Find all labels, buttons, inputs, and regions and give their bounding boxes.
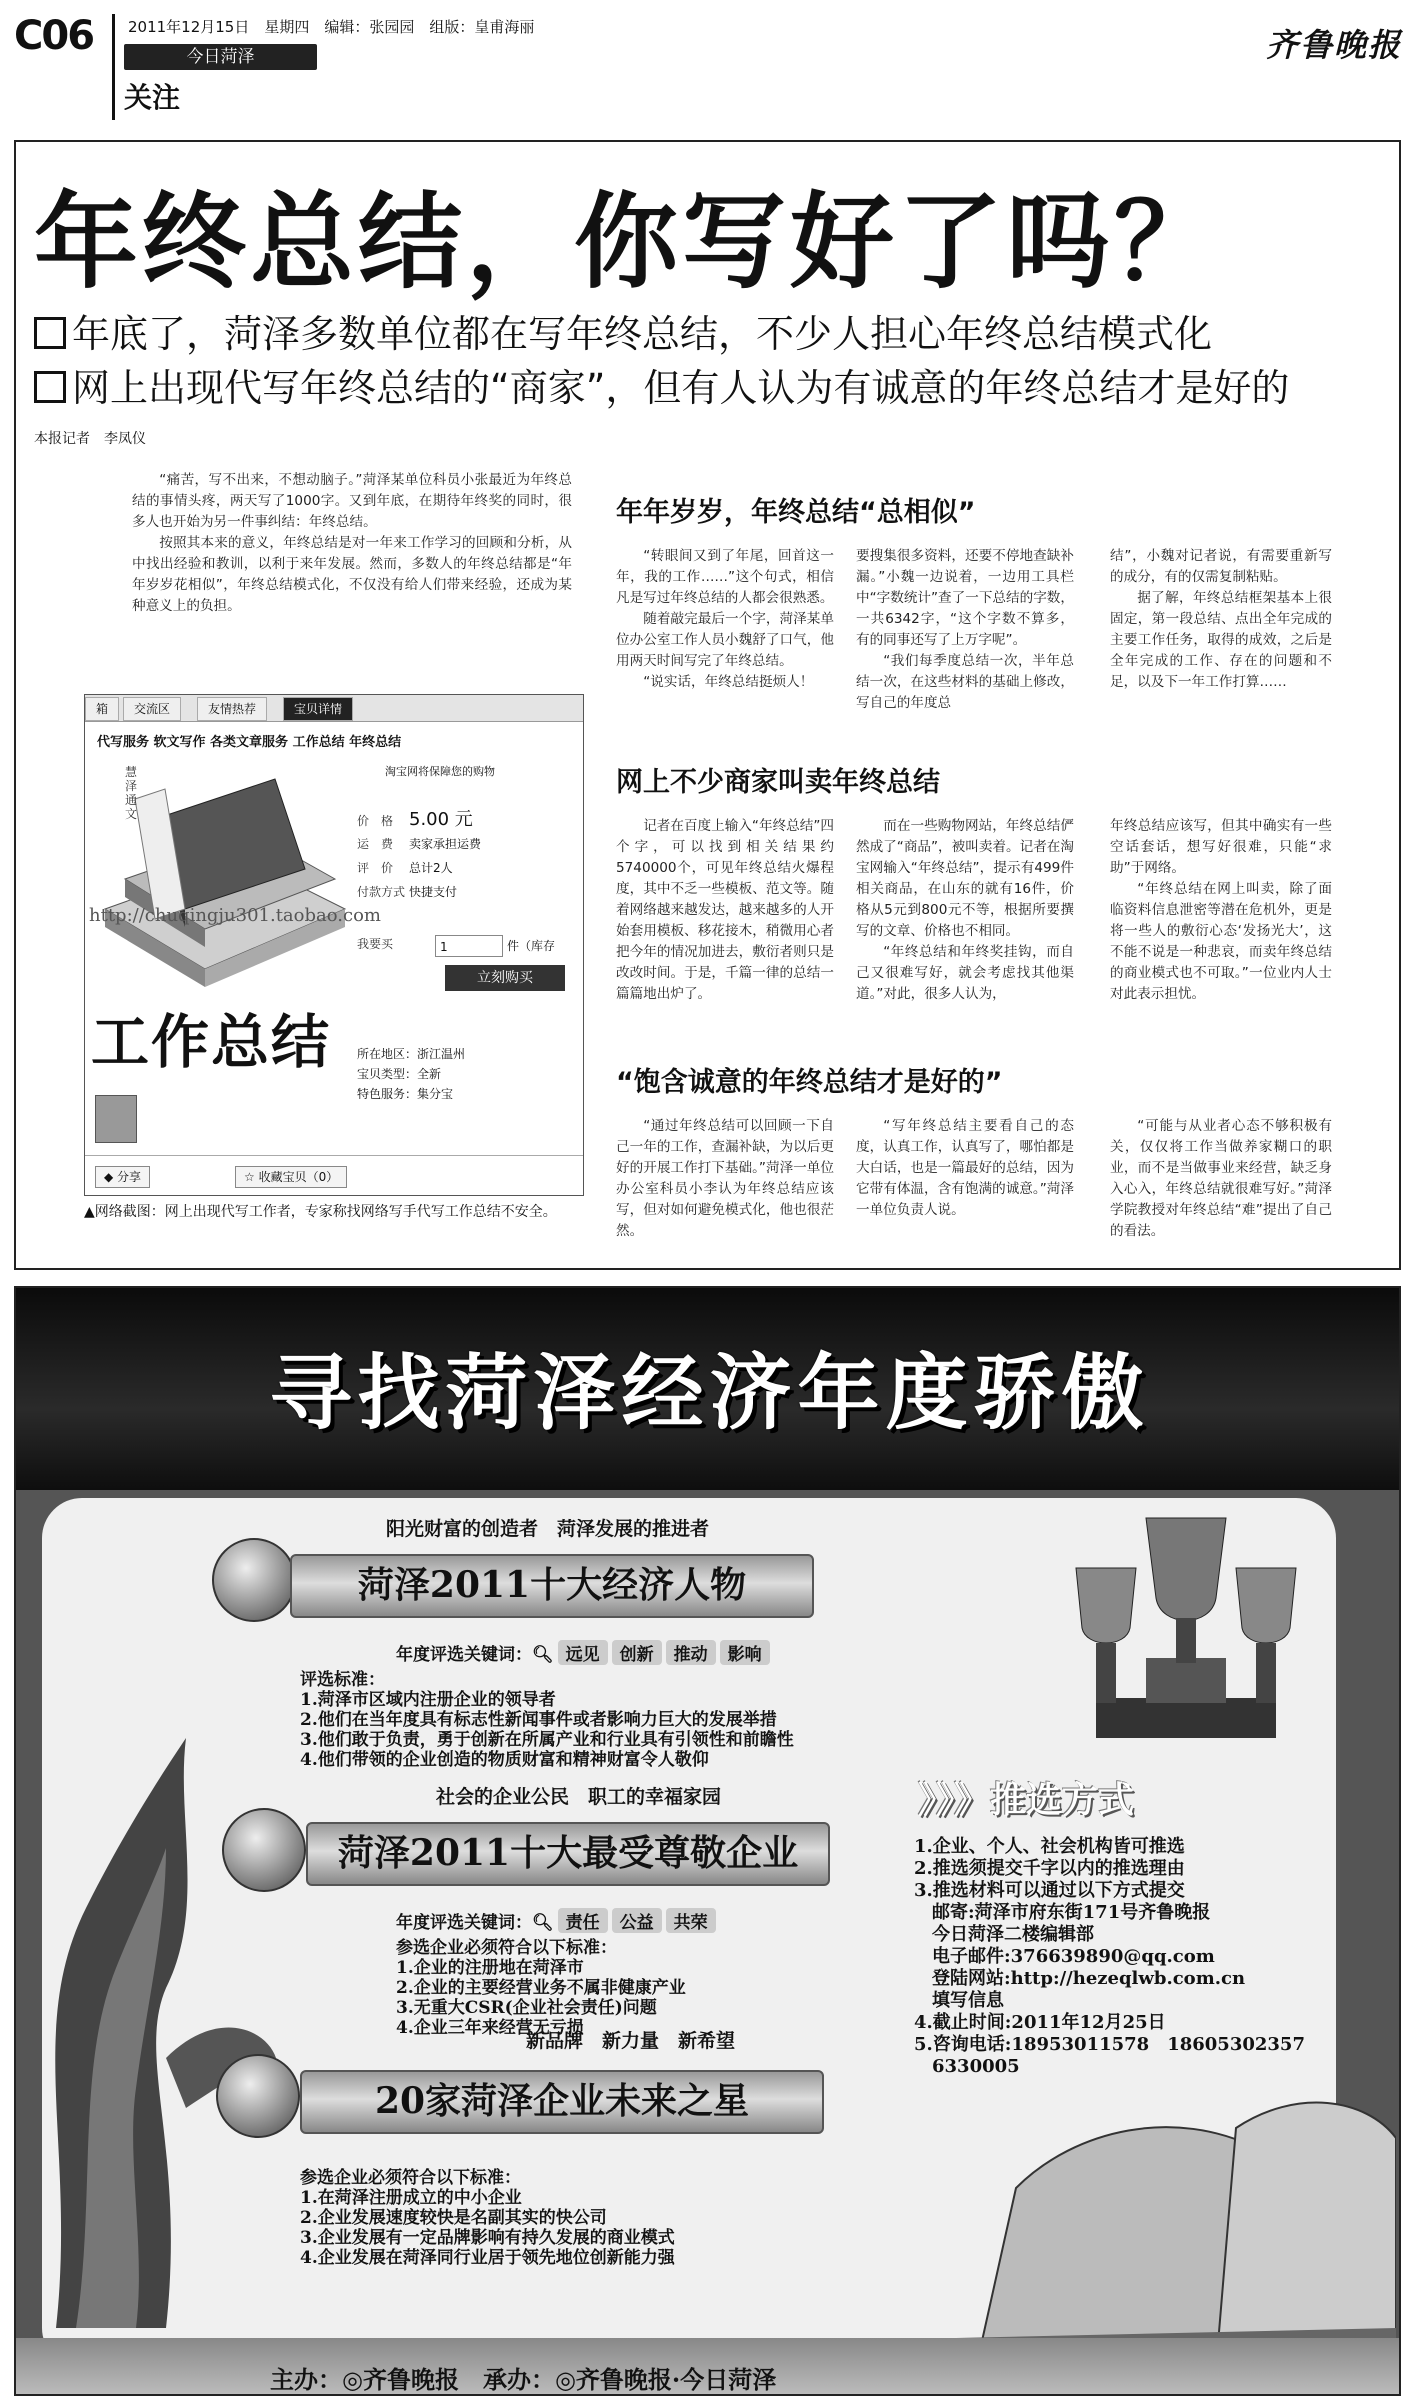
- price-value: 5.00 元: [409, 809, 473, 830]
- medal-icon: [216, 2054, 300, 2138]
- rating-row: 评 价 总计2人: [357, 861, 453, 875]
- trophy-icon: [1056, 1508, 1316, 1748]
- tab-1[interactable]: 箱: [85, 697, 119, 721]
- screenshot-footer: [85, 1155, 583, 1194]
- section2-col1: 记者在百度上输入“年终总结”四个字，可以找到相关结果约5740000个，可见年终总结火爆程度，其中不乏一些模板、范文等。随着网络越来越发达，越来越多的人开始套用模板、移花接木，稍微用心者把今年的情况加进去，敷衍者则只是改改时间。于是，千篇一律的总结一篇篇地出炉了。: [616, 818, 834, 1002]
- column-title: 关注: [124, 81, 181, 114]
- ad-title: 寻找菏泽经济年度骄傲: [269, 1345, 1150, 1441]
- search-icon: 🔍︎: [532, 1913, 554, 1933]
- subhead-text: 网上出现代写年终总结的“商家”，但有人认为有诚意的年终总结才是好的: [72, 366, 1290, 410]
- section1-col2: 要搜集很多资料，还要不停地查缺补漏。”小魏一边说着，一边用工具栏中“字数统计”查了一下总结的字数，一共6342字，“这个字数不算多，有的同事还写了上万字呢”。 “我们每季度总结一次，半年总结一次，在这些材料的基础上修改，写自己的年度总: [856, 548, 1074, 711]
- method-list: 1.企业、个人、社会机构皆可推选 2.推选须提交千字以内的推选理由 3.推选材料可以通过以下方式提交 邮寄:菏泽市府东街171号齐鲁晚报 今日菏泽二楼编辑部 电子邮件:376639890@qq.com 登陆网站:http://hezeqlwb.com.cn 填写信息 4.截止时间:2011年12月25日 5.咨询电话:18953011578 18605302357 6330005: [914, 1836, 1305, 2077]
- section-title-3: “饱含诚意的年终总结才是好的”: [616, 1067, 1003, 1098]
- section1-col1: “转眼间又到了年尾，回首这一年，我的工作……”这个句式，相信凡是写过年终总结的人都会很熟悉。 随着敲完最后一个字，菏泽某单位办公室工作人员小魏舒了口气，他用两天时间写完了年终总结。 “说实话，年终总结挺烦人！: [616, 548, 834, 690]
- book-spine-text: 慧泽通文: [125, 765, 138, 821]
- section2-col3: 年终总结应该写，但其中确实有一些空话套话，想写好很难，只能“求助”于网络。 “年终总结在网上叫卖，除了面临资料信息泄密等潜在危机外，更是将一些人的敷衍心态‘发扬光大’，这不能不说是一种悲哀，而卖年终总结的商业模式也不可取。”一位业内人士对此表示担忧。: [1110, 818, 1332, 1002]
- tab-bar: [85, 695, 583, 722]
- watermark-url: http://chuqingju301.taobao.com: [89, 905, 381, 926]
- subhead-text: 年底了，菏泽多数单位都在写年终总结，不少人担心年终总结模式化: [72, 312, 1213, 356]
- section2-col2: 而在一些购物网站，年终总结俨然成了“商品”，被叫卖着。记者在淘宝网输入“年终总结”，提示有499件相关商品，在山东的就有16件，价格从5元到800元不等，根据所要撰写的文章、价格也不相同。 “年终总结和年终奖挂钩，而自己又很难写好，就会考虑找其他渠道。”对此，很多人认为，: [856, 818, 1074, 1002]
- block3-tag: 新品牌 新力量 新希望: [526, 2030, 736, 2052]
- tab-exchange[interactable]: 交流区: [123, 697, 181, 721]
- tab-details[interactable]: 宝贝详情: [283, 697, 353, 721]
- section1-col3: 结”，小魏对记者说，有需要重新写的成分，有的仅需复制粘贴。 据了解，年终总结框架基本上很固定，第一段总结、点出全年完成的主要工作任务，取得的成效，之后是全年完成的工作、存在的问题和不足，以及下一年工作打算……: [1110, 548, 1332, 690]
- newspaper-logo: 齐鲁晚报: [1266, 26, 1403, 64]
- location-row: 所在地区：浙江温州: [357, 1047, 466, 1061]
- buy-now-button[interactable]: 立刻购买: [445, 965, 565, 991]
- price-row: 价 格 5.00 元: [357, 809, 473, 830]
- section3-col3: “可能与从业者心态不够积极有关，仅仅将工作当做养家糊口的职业，而不是当做事业来经营，缺乏身入心入，年终总结就很难写好。”菏泽学院教授对年终总结“难”提出了自己的看法。: [1110, 1118, 1332, 1239]
- method-title: 》》》推选方式: [918, 1780, 1135, 1821]
- block3-criteria: 参选企业必须符合以下标准： 1.在菏泽注册成立的中小企业 2.企业发展速度较快是名副其实的快公司 3.企业发展有一定品牌影响有持久发展的商业模式 4.企业发展在菏泽同行业居于领先地位创新能力强: [300, 2168, 675, 2268]
- favorite-button[interactable]: ☆ 收藏宝贝（0）: [235, 1166, 347, 1188]
- quantity-input[interactable]: 1: [435, 935, 503, 957]
- star-icon: ☆: [244, 1170, 259, 1184]
- breadcrumb: 代写服务 软文写作 各类文章服务 工作总结 年终总结: [97, 735, 402, 750]
- block1-ribbon: 菏泽2011十大经济人物: [290, 1554, 814, 1618]
- shop-notice: 淘宝网将保障您的购物: [385, 765, 495, 778]
- shipping-row: 运 费 卖家承担运费: [357, 837, 482, 851]
- section-title-1: 年年岁岁，年终总结“总相似”: [616, 497, 976, 528]
- quantity-row: 我要买: [357, 937, 394, 951]
- ad-footer-sponsors: 主办：◎齐鲁晚报 承办：◎齐鲁晚报·今日菏泽: [270, 2365, 777, 2394]
- headline: 年终总结，你写好了吗？: [34, 181, 1223, 303]
- subhead-1: [34, 310, 1212, 358]
- header-meta: 2011年12月15日 星期四 编辑：张园园 组版：皇甫海丽: [128, 18, 535, 36]
- image-caption: ▲网络截图：网上出现代写工作者，专家称找网络写手代写工作总结不安全。: [84, 1204, 557, 1220]
- block2-ribbon: 菏泽2011十大最受尊敬企业: [306, 1822, 830, 1886]
- tab-recommend[interactable]: 友情热荐: [197, 697, 267, 721]
- building-illustration: [956, 2068, 1396, 2368]
- block1-keywords: 年度评选关键词：🔍︎ 远见 创新 推动 影响: [396, 1640, 770, 1665]
- book-title: 工作总结: [91, 1008, 332, 1076]
- block3-ribbon: 20家菏泽企业未来之星: [300, 2070, 824, 2134]
- web-screenshot: [84, 694, 584, 1196]
- service-row: 特色服务：集分宝: [357, 1087, 454, 1101]
- subhead-2: [34, 364, 1289, 412]
- section3-col2: “写年终总结主要看自己的态度，认真工作，认真写了，哪怕都是大白话，也是一篇最好的总结，因为它带有体温，含有饱满的诚意。”菏泽一单位负责人说。: [856, 1118, 1074, 1218]
- paragraph: “痛苦，写不出来，不想动脑子。”菏泽某单位科员小张最近为年终总结的事情头疼，两天写了1000字。又到年底，在期待年终奖的同时，很多人也开始为另一件事纠结：年终总结。: [132, 472, 572, 530]
- header-divider: [112, 14, 115, 120]
- checkbox-square-icon: [34, 371, 66, 403]
- block2-tag: 社会的企业公民 职工的幸福家园: [436, 1786, 722, 1808]
- share-button[interactable]: ◆ 分享: [95, 1166, 150, 1188]
- thumbnail[interactable]: [95, 1095, 137, 1143]
- lead-paragraphs: [132, 470, 572, 617]
- block1-criteria: 评选标准： 1.菏泽市区域内注册企业的领导者 2.他们在当年度具有标志性新闻事件或者影响力巨大的发展举措 3.他们敢于负责，勇于创新在所属产业和行业具有引领性和前瞻性 4.他们带领的企业创造的物质财富和精神财富令人敬仰: [300, 1670, 794, 1770]
- share-icon: ◆: [104, 1170, 118, 1184]
- section-title-2: 网上不少商家叫卖年终总结: [616, 767, 940, 798]
- byline: 本报记者 李凤仪: [34, 431, 146, 447]
- quantity-unit: 件（库存: [507, 939, 556, 953]
- page-number: C06: [14, 13, 94, 59]
- block1-tag: 阳光财富的创造者 菏泽发展的推进者: [386, 1518, 710, 1540]
- section3-col1: “通过年终总结可以回顾一下自己一年的工作，查漏补缺，为以后更好的开展工作打下基础。”菏泽一单位办公室科员小李认为年终总结应该写，但对如何避免模式化，他也很茫然。: [616, 1118, 834, 1239]
- medal-icon: [222, 1808, 306, 1892]
- block2-keywords: 年度评选关键词：🔍︎ 责任 公益 共荣: [396, 1908, 716, 1933]
- medal-icon: [212, 1538, 296, 1622]
- paragraph: 按照其本来的意义，年终总结是对一年来工作学习的回顾和分析，从中找出经验和教训，以利于来年发展。然而，多数人的年终总结都是“年年岁岁花相似”，年终总结模式化，不仅没有给人们带来经验，还成为某种意义上的负担。: [132, 535, 572, 614]
- type-row: 宝贝类型：全新: [357, 1067, 442, 1081]
- search-icon: 🔍︎: [532, 1645, 554, 1665]
- payment-row: 付款方式 快捷支付: [357, 885, 458, 899]
- checkbox-square-icon: [34, 317, 66, 349]
- section-badge: 今日菏泽: [124, 44, 317, 70]
- block2-criteria: 参选企业必须符合以下标准： 1.企业的注册地在菏泽市 2.企业的主要经营业务不属非健康产业 3.无重大CSR(企业社会责任)问题 4.企业三年来经营无亏损: [396, 1938, 686, 2038]
